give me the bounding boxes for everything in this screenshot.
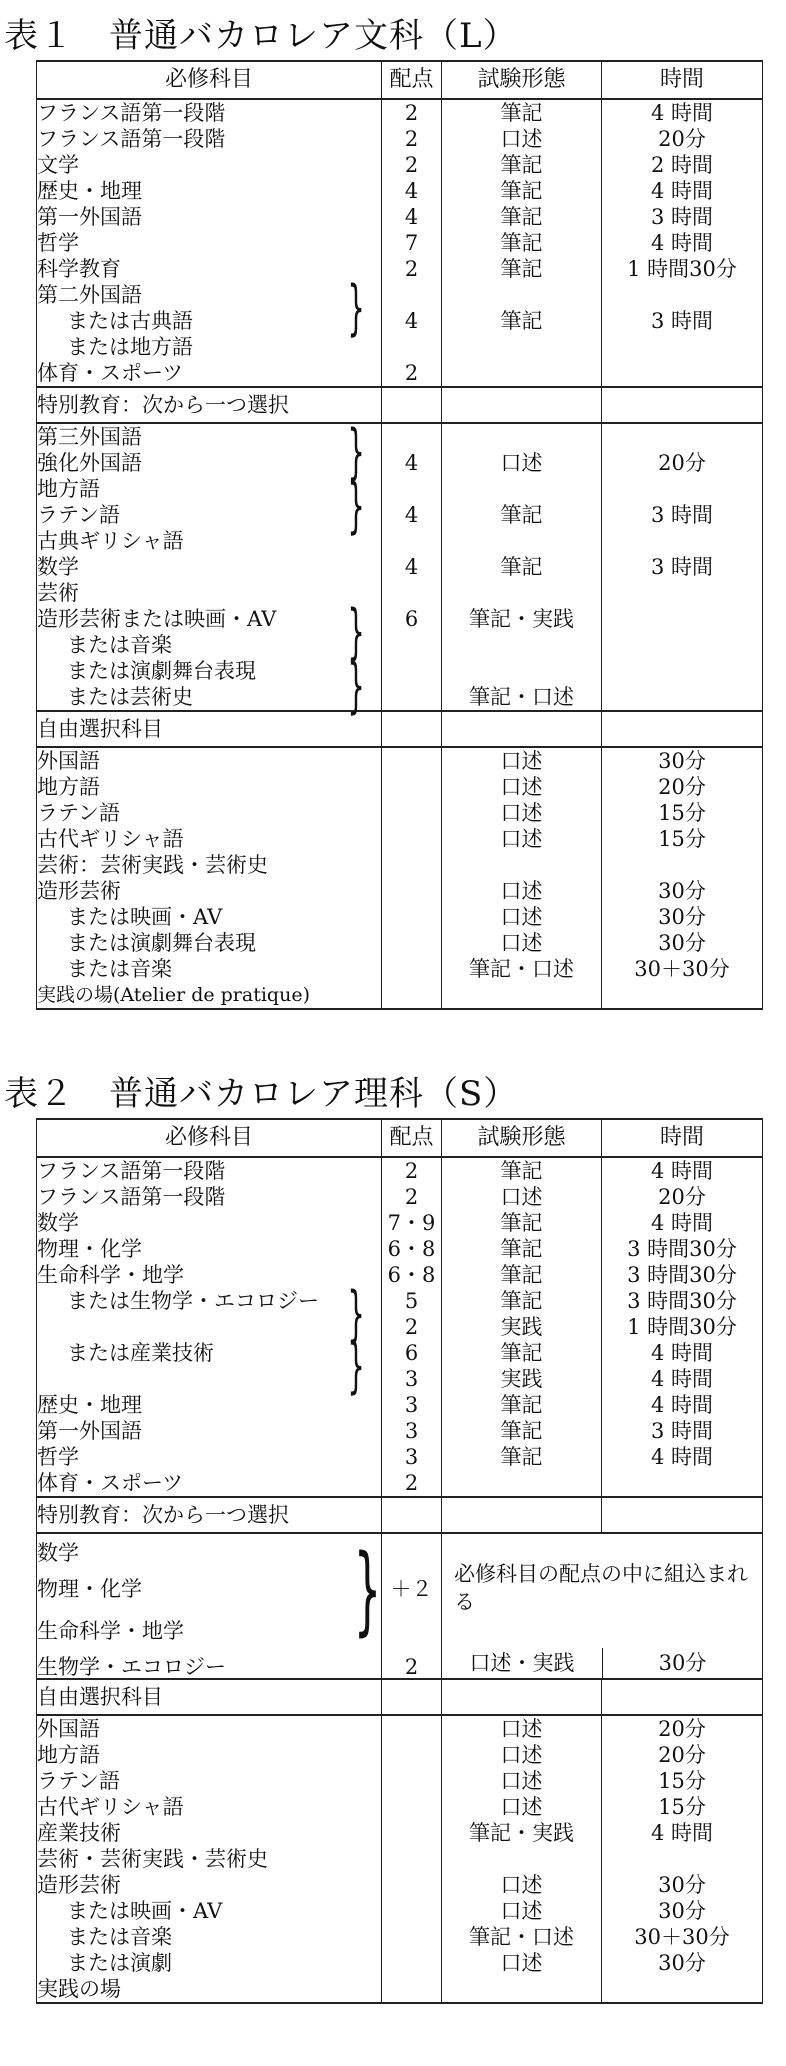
table-row: 物理・化学	[37, 1237, 142, 1261]
brace-icon: }	[347, 273, 365, 343]
table-row: 地方語	[37, 477, 100, 501]
brace-icon: }	[347, 1331, 365, 1401]
table-row: 地方語	[37, 1743, 100, 1767]
brace-icon: }	[347, 417, 365, 487]
table-row: ラテン語	[37, 1769, 120, 1793]
points-column: 2 2 2 4 4 7 2 4 2	[382, 99, 442, 387]
points-column: 2 2 7・9 6・8 6・8 5 2 6 3 3 3 3 2	[382, 1157, 442, 1497]
exam-form-column: 筆記 口述 筆記 筆記 筆記 筆記 筆記 筆記	[442, 99, 602, 387]
header-exam-form: 試験形態	[442, 1119, 602, 1157]
table-row: フランス語第一段階	[37, 101, 226, 125]
table-row: または演劇	[67, 1951, 172, 1975]
table1-header-row	[37, 61, 763, 99]
special-note: 必修科目の配点の中に組込まれる	[454, 1562, 748, 1614]
table2-special-block	[37, 1533, 763, 1679]
table-row: 古代ギリシャ語	[37, 1795, 184, 1819]
table-row: 数学	[37, 555, 79, 579]
table1-caption: 表１ 普通バカロレア文科（L）	[4, 16, 518, 56]
points-column	[382, 1715, 442, 2003]
table-row: または産業技術	[67, 1341, 214, 1365]
section-label: 自由選択科目	[37, 711, 382, 747]
header-subject: 必修科目	[37, 1119, 382, 1157]
brace-icon: }	[347, 651, 365, 721]
table-row: 生物学・エコロジー	[37, 1655, 226, 1679]
subject-column	[37, 1715, 382, 2003]
table-row: 芸術	[37, 581, 79, 605]
table-row: 生命科学・地学	[37, 1619, 184, 1643]
header-points: 配点	[382, 61, 442, 99]
table1-free-block	[37, 747, 763, 1009]
table-row: または映画・AV	[67, 1899, 223, 1923]
note-column: 必修科目の配点の中に組込まれる 口述・実践 30分	[442, 1533, 763, 1679]
table-row: 外国語	[37, 749, 100, 773]
table-row: 強化外国語	[37, 451, 142, 475]
points-column	[382, 747, 442, 1009]
subject-column	[37, 747, 382, 1009]
table-row: フランス語第一段階	[37, 127, 226, 151]
table-row: 地方語	[37, 775, 100, 799]
table2-free-header-row	[37, 1679, 763, 1715]
table1-special-block	[37, 423, 763, 711]
table-row: 科学教育	[37, 257, 121, 281]
table2-caption: 表２ 普通バカロレア理科（S）	[4, 1074, 519, 1114]
brace-icon: }	[347, 471, 365, 541]
table-row: 第二外国語	[37, 283, 142, 307]
table-row: 実践の場	[37, 1977, 121, 2001]
table1-special-header-row	[37, 387, 763, 423]
table-row: または音楽	[67, 633, 172, 657]
table-row: 数学	[37, 1541, 79, 1565]
header-points: 配点	[382, 1119, 442, 1157]
subject-column	[37, 1157, 382, 1497]
table-row: または地方語	[67, 335, 193, 359]
table1-required-block	[37, 99, 763, 387]
table-row: 哲学	[37, 1445, 79, 1469]
table2	[36, 1118, 763, 2004]
table-row: 実践の場(Atelier de pratique)	[37, 984, 310, 1006]
table-row: または演劇舞台表現	[67, 931, 256, 955]
header-subject: 必修科目	[37, 61, 382, 99]
exam-form-column: 口述 口述 口述 口述 筆記・実践 口述 口述 筆記・口述 口述	[442, 1715, 602, 2003]
table-row: 数学	[37, 1211, 79, 1235]
table-row: 造形芸術	[37, 879, 121, 903]
table-row: ラテン語	[37, 503, 120, 527]
exam-form-column: 口述 口述 口述 口述 口述 口述 口述 筆記・口述	[442, 747, 602, 1009]
table-row: 造形芸術または映画・AV	[37, 607, 277, 631]
table-row: 芸術：芸術実践・芸術史	[37, 853, 268, 877]
table-row: 歴史・地理	[37, 179, 142, 203]
time-column: 4 時間 20分 4 時間 3 時間30分 3 時間30分 3 時間30分 1 時間30分 4 時間 4 時間 4 時間 3 時間 4 時間	[602, 1157, 763, 1497]
table-row: または音楽	[67, 1925, 172, 1949]
brace-icon: }	[347, 597, 365, 667]
exam-form-column: 筆記 口述 筆記 筆記 筆記 筆記 実践 筆記 実践 筆記 筆記 筆記	[442, 1157, 602, 1497]
section-label: 自由選択科目	[37, 1679, 382, 1715]
table-row: または芸術史	[67, 685, 193, 709]
table-row	[37, 1314, 381, 1340]
table-row: または音楽	[67, 957, 172, 981]
header-exam-form: 試験形態	[442, 61, 602, 99]
table-row: 哲学	[37, 231, 79, 255]
table2-special-header-row	[37, 1497, 763, 1533]
table2-header-row	[37, 1119, 763, 1157]
time-column: 30分 20分 15分 15分 30分 30分 30分 30＋30分	[602, 747, 763, 1009]
table-row: 文学	[37, 153, 79, 177]
table1	[36, 60, 763, 1010]
time-column: 4 時間 20分 2 時間 4 時間 3 時間 4 時間 1 時間30分 3 時間	[602, 99, 763, 387]
section-label: 特別教育：次から一つ選択	[37, 387, 382, 423]
exam-form-column: 口述 筆記 筆記 筆記・実践 筆記・口述	[442, 423, 602, 711]
table-row: 体育・スポーツ	[37, 361, 184, 385]
time-column: 20分 20分 15分 15分 4 時間 30分 30分 30＋30分 30分	[602, 1715, 763, 2003]
table-row: 古典ギリシャ語	[37, 529, 184, 553]
points-column: 4 4 4 6	[382, 423, 442, 711]
table2-free-block	[37, 1715, 763, 2003]
table-row: 第一外国語	[37, 1419, 142, 1443]
subject-column	[37, 99, 382, 387]
header-time: 時間	[602, 1119, 763, 1157]
table-row: または演劇舞台表現	[67, 659, 256, 683]
table-row	[37, 1366, 381, 1392]
table-row: 体育・スポーツ	[37, 1471, 184, 1495]
table-row: 外国語	[37, 1717, 100, 1741]
table-row: 芸術・芸術実践・芸術史	[37, 1847, 268, 1871]
table-row: フランス語第一段階	[37, 1159, 226, 1183]
table2-required-block	[37, 1157, 763, 1497]
table-row: または映画・AV	[67, 905, 223, 929]
table-row: フランス語第一段階	[37, 1185, 226, 1209]
subject-column	[37, 417, 382, 721]
table-row: 物理・化学	[37, 1577, 142, 1601]
table-row: 産業技術	[37, 1821, 121, 1845]
table-row: 歴史・地理	[37, 1393, 142, 1417]
table-row: 古代ギリシャ語	[37, 827, 184, 851]
table-row: または古典語	[67, 309, 193, 333]
table-row: ラテン語	[37, 801, 120, 825]
brace-icon: }	[347, 1279, 365, 1349]
header-time: 時間	[602, 61, 763, 99]
time-column: 20分 3 時間 3 時間	[602, 423, 763, 711]
table-row: 第三外国語	[37, 425, 142, 449]
brace-icon: }	[353, 1534, 382, 1646]
points-column: ＋２ 2	[382, 1533, 442, 1679]
section-label: 特別教育：次から一つ選択	[37, 1497, 382, 1533]
table-row: 造形芸術	[37, 1873, 121, 1897]
subject-column	[37, 1533, 382, 1679]
table-row: 生命科学・地学	[37, 1263, 184, 1287]
table1-free-header-row	[37, 711, 763, 747]
table-row: または生物学・エコロジー	[67, 1289, 319, 1313]
table-row: 第一外国語	[37, 205, 142, 229]
